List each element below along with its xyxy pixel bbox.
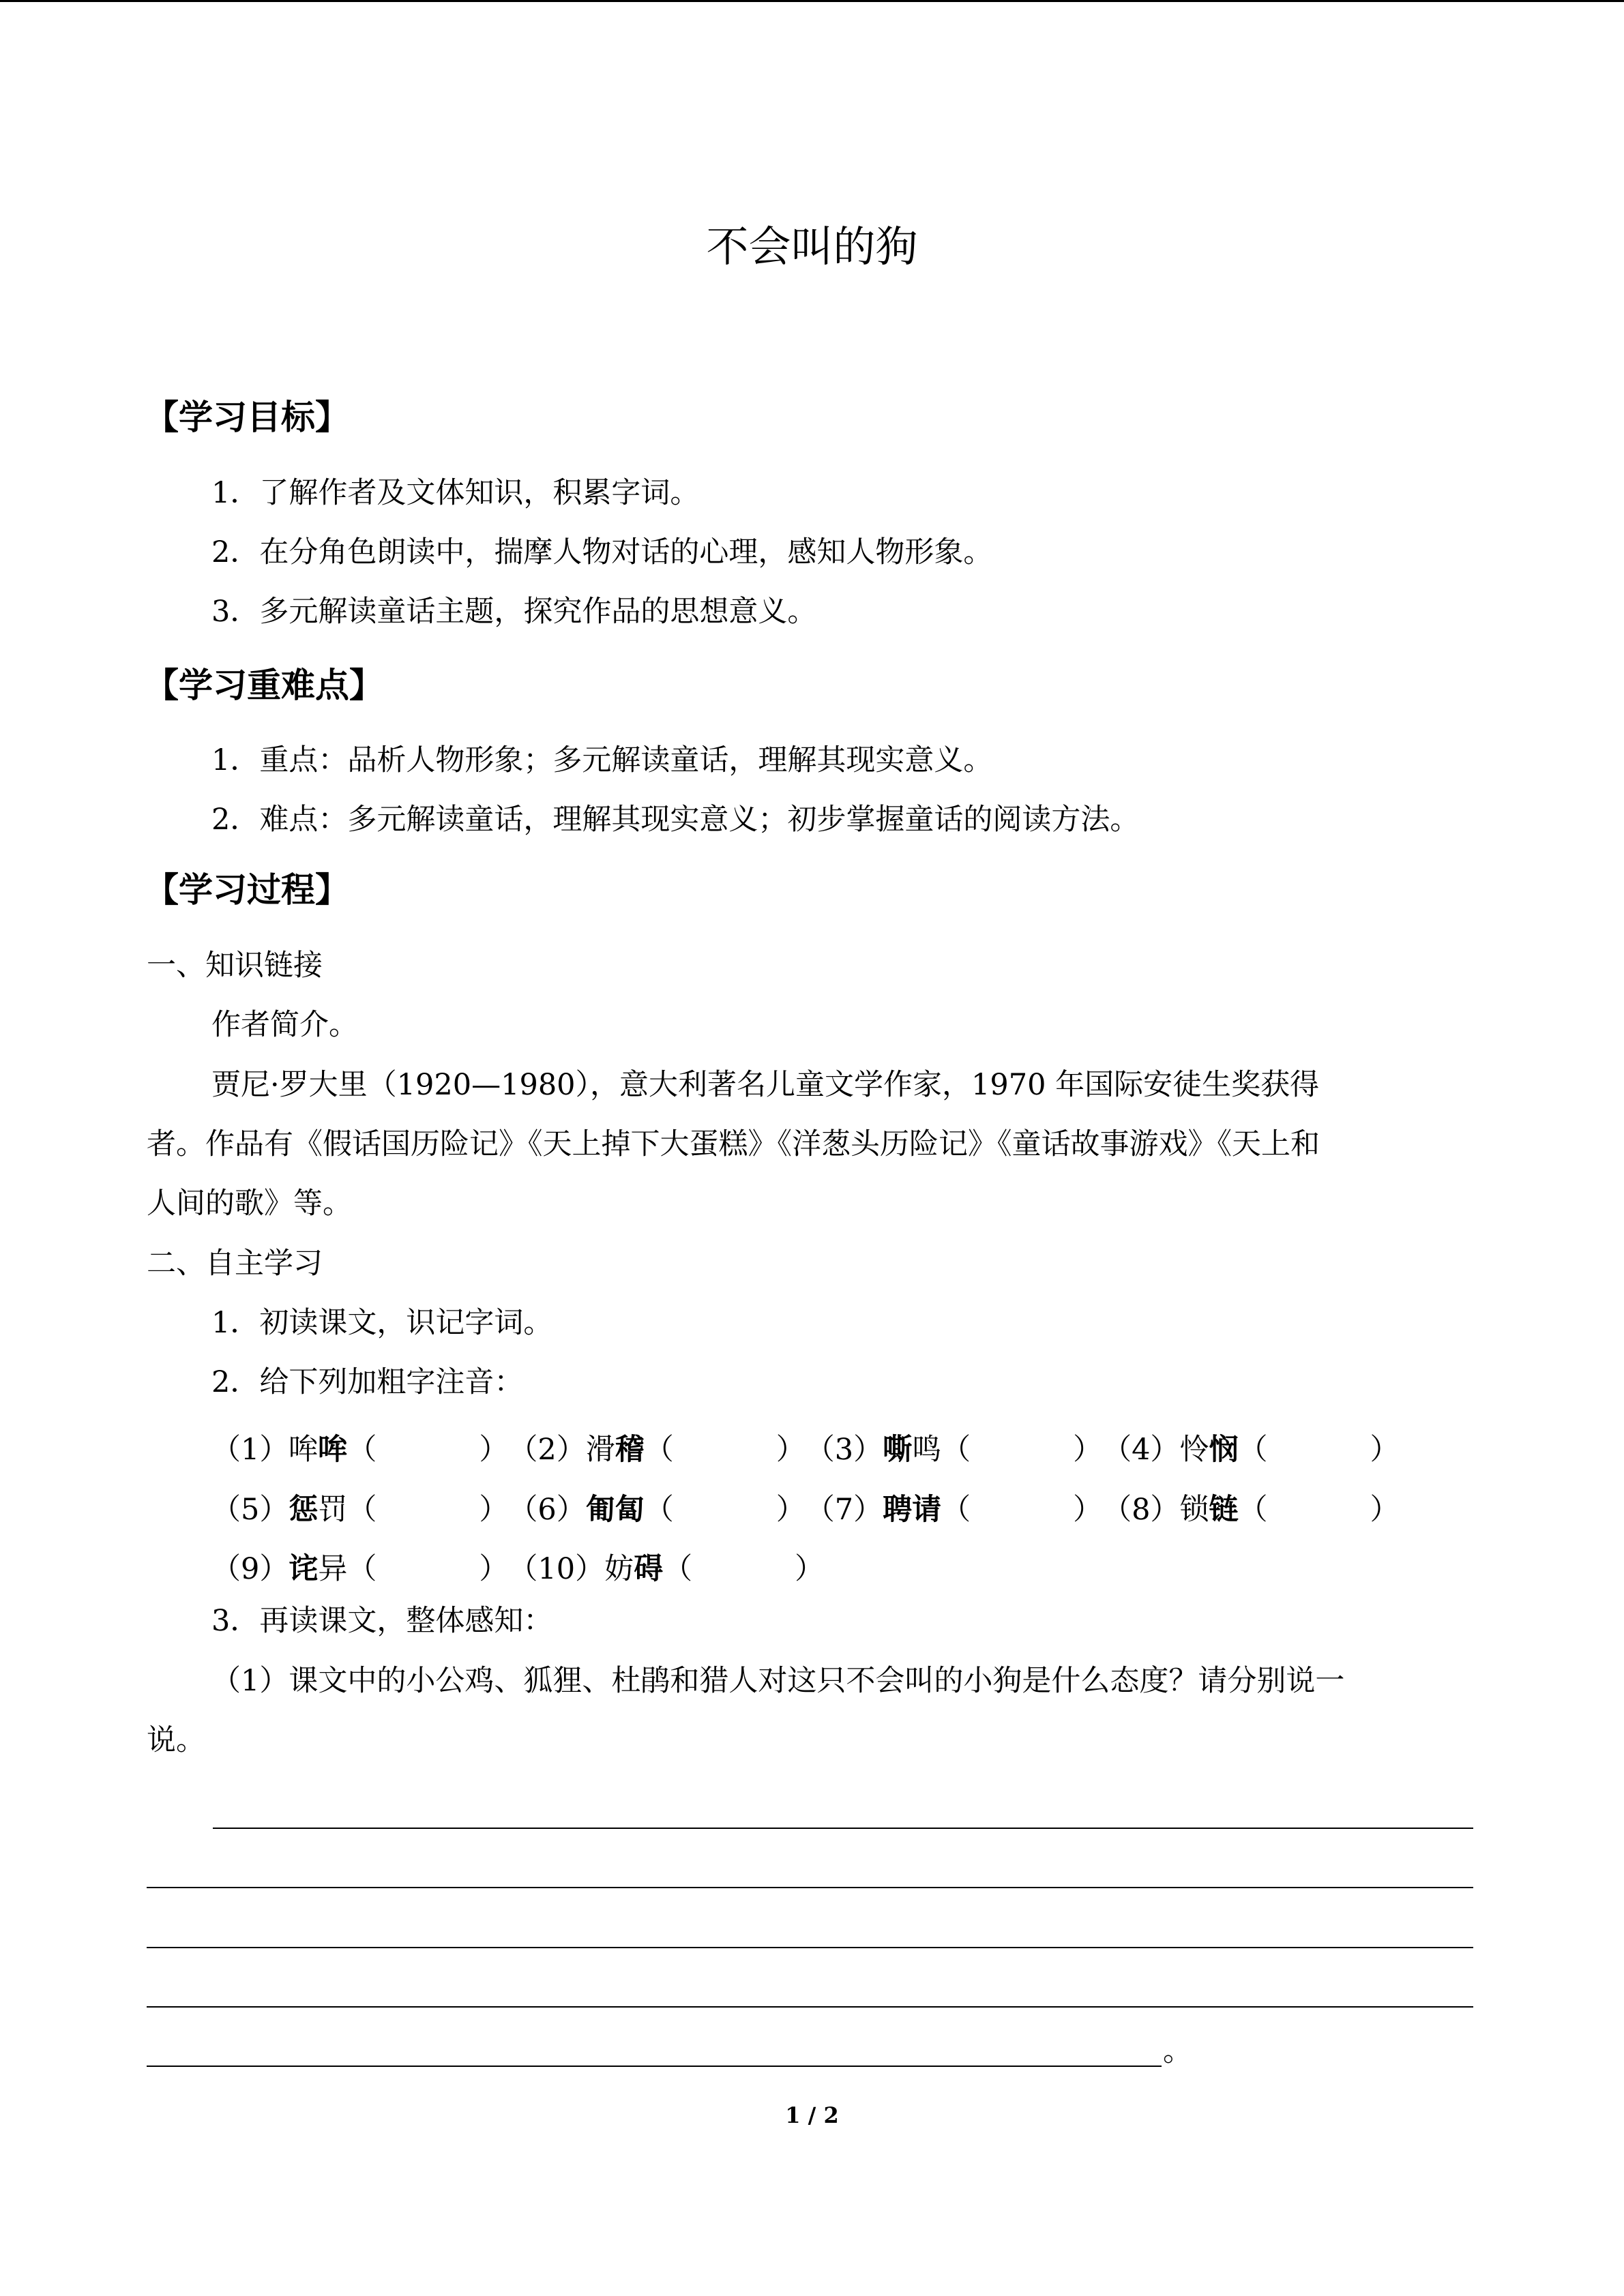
pinyin-item: （6）匍匐（ ） bbox=[508, 1493, 806, 1527]
part1-heading: 一、知识链接 bbox=[147, 949, 323, 983]
pinyin-item: （1）哞哞（ ） bbox=[211, 1433, 509, 1467]
answer-line[interactable] bbox=[147, 2066, 1162, 2067]
author-intro-label: 作者简介。 bbox=[211, 1008, 358, 1042]
goal-item: 3．多元解读童话主题，探究作品的思想意义。 bbox=[211, 595, 817, 629]
pinyin-item: （4）怜悯（ ） bbox=[1102, 1433, 1400, 1467]
pinyin-item: （3）嘶鸣（ ） bbox=[805, 1433, 1103, 1467]
author-para-line: 者。作品有《假话国历险记》《天上掉下大蛋糕》《洋葱头历险记》《童话故事游戏》《天上和 bbox=[147, 1127, 1320, 1161]
answer-line[interactable] bbox=[147, 1947, 1473, 1948]
page-title: 不会叫的狗 bbox=[706, 222, 918, 271]
goal-item: 2．在分角色朗读中，揣摩人物对话的心理，感知人物形象。 bbox=[211, 535, 993, 569]
question-3-1-line: 说。 bbox=[147, 1723, 205, 1757]
author-para-line: 贾尼·罗大里（1920—1980），意大利著名儿童文学作家，1970 年国际安徒生奖获得 bbox=[211, 1068, 1320, 1102]
pinyin-item: （10）妨碍（ ） bbox=[508, 1552, 825, 1586]
question-3: 3．再读课文，整体感知： bbox=[211, 1604, 553, 1638]
page-number: 1 / 2 bbox=[785, 2102, 839, 2128]
question-1: 1．初读课文，识记字词。 bbox=[211, 1306, 553, 1340]
pinyin-row bbox=[211, 1546, 824, 1587]
pinyin-row bbox=[211, 1427, 1399, 1468]
goal-item: 1．了解作者及文体知识，积累字词。 bbox=[211, 476, 700, 510]
section-heading-keypoints: 【学习重难点】 bbox=[145, 666, 383, 705]
author-para-line: 人间的歌》等。 bbox=[147, 1187, 352, 1221]
part2-heading: 二、自主学习 bbox=[147, 1247, 323, 1281]
pinyin-item: （8）锁链（ ） bbox=[1102, 1493, 1400, 1527]
pinyin-item: （7）聘请（ ） bbox=[805, 1493, 1103, 1527]
keypoint-item: 1．重点：品析人物形象；多元解读童话，理解其现实意义。 bbox=[211, 743, 993, 777]
answer-line[interactable] bbox=[213, 1828, 1473, 1829]
pinyin-row bbox=[211, 1487, 1399, 1528]
answer-end-mark: 。 bbox=[1163, 2034, 1192, 2068]
question-2: 2．给下列加粗字注音： bbox=[211, 1365, 524, 1399]
keypoint-item: 2．难点：多元解读童话，理解其现实意义；初步掌握童话的阅读方法。 bbox=[211, 803, 1140, 837]
section-heading-process: 【学习过程】 bbox=[145, 870, 349, 910]
top-border bbox=[0, 0, 1624, 2]
answer-line[interactable] bbox=[147, 1887, 1473, 1888]
answer-line[interactable] bbox=[147, 2006, 1473, 2008]
question-3-1-line: （1）课文中的小公鸡、狐狸、杜鹃和猎人对这只不会叫的小狗是什么态度？请分别说一 bbox=[211, 1664, 1345, 1698]
pinyin-item: （5）惩罚（ ） bbox=[211, 1493, 509, 1527]
pinyin-item: （9）诧异（ ） bbox=[211, 1552, 509, 1586]
section-heading-goals: 【学习目标】 bbox=[145, 398, 349, 437]
pinyin-item: （2）滑稽（ ） bbox=[508, 1433, 806, 1467]
